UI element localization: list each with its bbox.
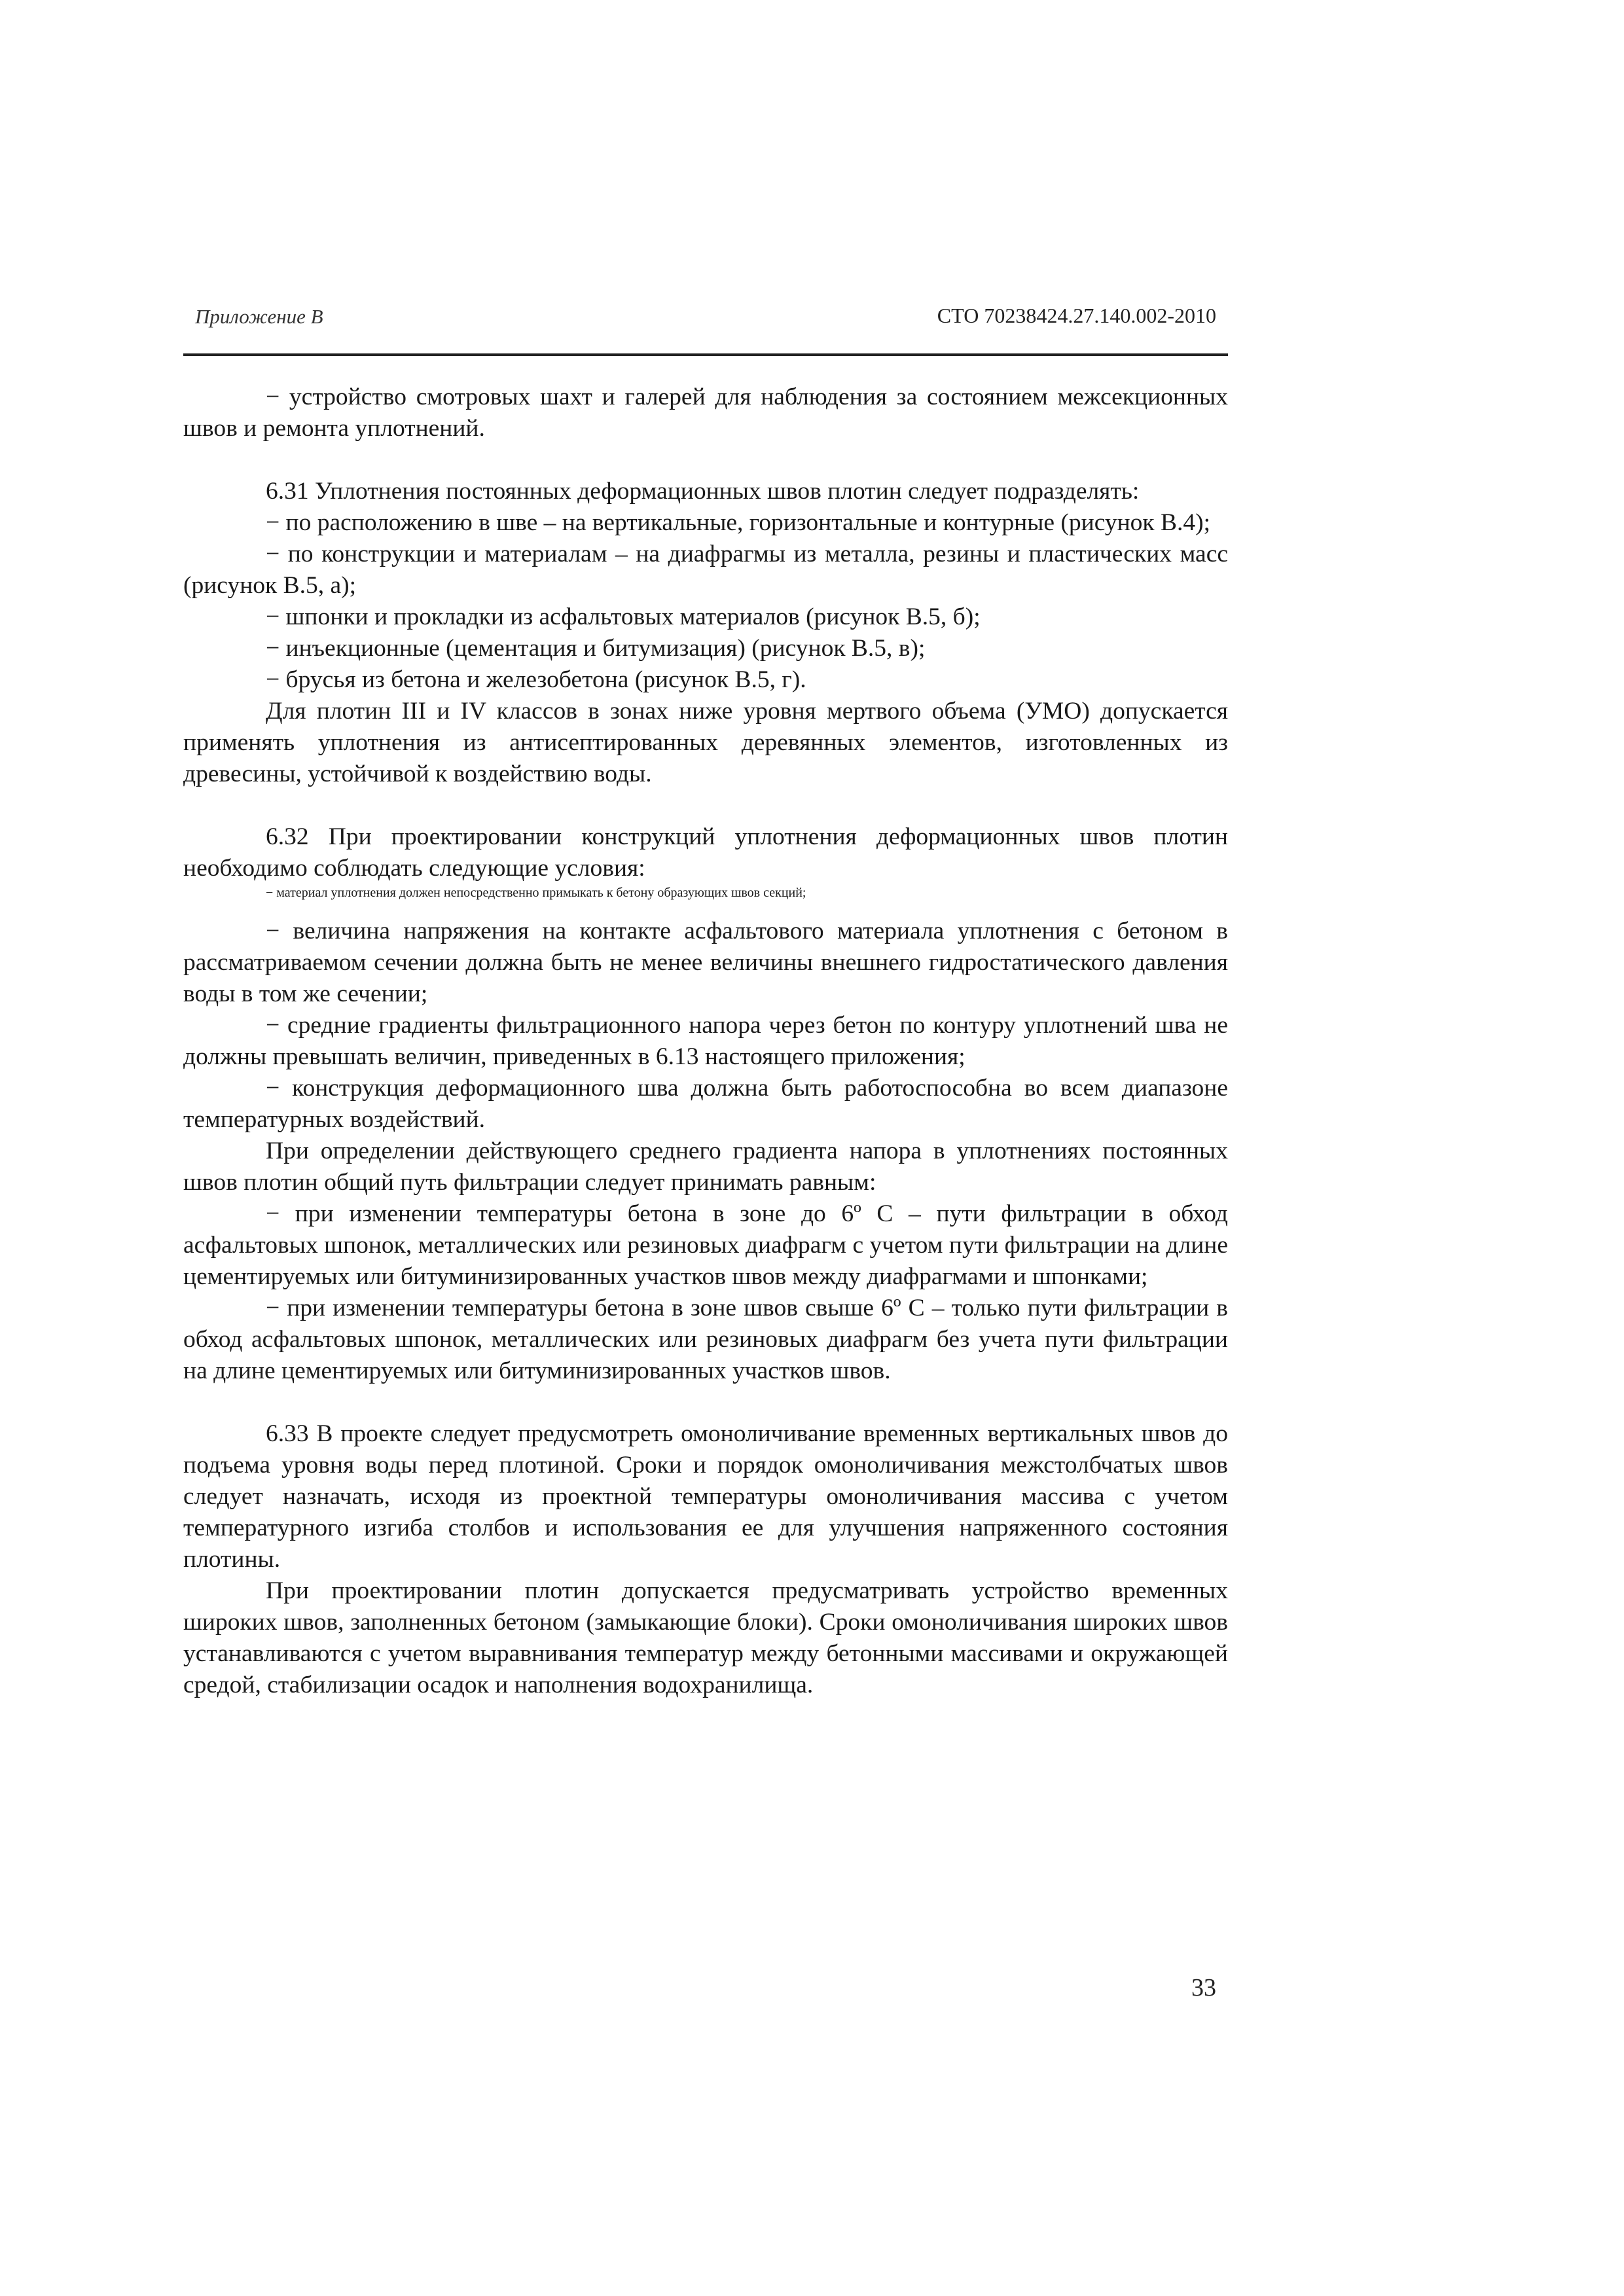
paragraph-filtration-path: При определении действующего среднего градиента напора в уплотнениях постоянных швов плотин общий путь фильтрации следует принимать равным:	[183, 1138, 1228, 1196]
list-item-filtration-gradients: − средние градиенты фильтрационного напора через бетон по контуру уплотнений шва не должны превышать величин, приведенных в 6.13 настоящего приложения;	[183, 1012, 1228, 1070]
page-header	[183, 298, 1228, 356]
list-item-contact-stress: − величина напряжения на контакте асфальтового материала уплотнения с бетоном в рассматриваемом сечении должна быть не менее величины внешнего гидростатического давления воды в том же сечении;	[183, 918, 1228, 1007]
list-item-sealing-material: − материал уплотнения должен непосредственно примыкать к бетону образующих швов секций;	[266, 886, 806, 900]
list-item-concrete-beams: − брусья из бетона и железобетона (рисунок В.5, г).	[266, 666, 806, 693]
paragraph-6-31-intro: 6.31 Уплотнения постоянных деформационных швов плотин следует подразделять:	[266, 478, 1140, 505]
paragraph-6-32-intro: 6.32 При проектировании конструкций уплотнения деформационных швов плотин необходимо соблюдать следующие условия:	[183, 823, 1228, 882]
list-item-injection: − инъекционные (цементация и битумизация) (рисунок В.5, в);	[266, 635, 926, 662]
list-item-asphalt-keys: − шпонки и прокладки из асфальтовых материалов (рисунок В.5, б);	[266, 603, 981, 630]
page-number: 33	[1191, 1974, 1216, 2001]
paragraph-observation-shafts: − устройство смотровых шахт и галерей для наблюдения за состоянием межсекционных швов и ремонта уплотнений.	[183, 384, 1228, 442]
list-item-by-construction: − по конструкции и материалам – на диафрагмы из металла, резины и пластических масс (рисунок В.5, а);	[183, 541, 1228, 599]
list-item-joint-operability: − конструкция деформационного шва должна быть работоспособна во всем диапазоне температурных воздействий.	[183, 1075, 1228, 1133]
header-standard-code: СТО 70238424.27.140.002-2010	[937, 304, 1216, 327]
paragraph-wooden-elements: Для плотин III и IV классов в зонах ниже уровня мертвого объема (УМО) допускается применять уплотнения из антисептированных деревянных элементов, изготовленных из древесины, устойчивой к воздействию воды.	[183, 698, 1228, 787]
paragraph-wide-joints: При проектировании плотин допускается предусматривать устройство временных широких швов, заполненных бетоном (замыкающие блоки). Сроки омоноличивания широких швов устанавливаются с учетом выравнивания температур между бетонными массивами и окружающей средой, стабилизации осадок и наполнения водохранилища.	[183, 1577, 1228, 1698]
header-appendix-label: Приложение В	[195, 305, 323, 328]
list-item-temp-up-to-6: − при изменении температуры бетона в зоне до 6º С – пути фильтрации в обход асфальтовых шпонок, металлических или резиновых диафрагм с учетом пути фильтрации на длине цементируемых или битуминизированных участков швов между диафрагмами и шпонками;	[183, 1200, 1228, 1290]
document-body	[183, 382, 1228, 1701]
list-item-by-location: − по расположению в шве – на вертикальные, горизонтальные и контурные (рисунок В.4);	[266, 509, 1211, 536]
list-item-temp-over-6: − при изменении температуры бетона в зоне швов свыше 6º С – только пути фильтрации в обход асфальтовых шпонок, металлических или резиновых диафрагм без учета пути фильтрации на длине цементируемых или битуминизированных участков швов.	[183, 1295, 1228, 1384]
paragraph-6-33: 6.33 В проекте следует предусмотреть омоноличивание временных вертикальных швов до подъема уровня воды перед плотиной. Сроки и порядок омоноличивания межстолбчатых швов следует назначать, исходя из проектной температуры омоноличивания массива с учетом температурного изгиба столбов и использования ее для улучшения напряженного состояния плотины.	[183, 1420, 1228, 1573]
